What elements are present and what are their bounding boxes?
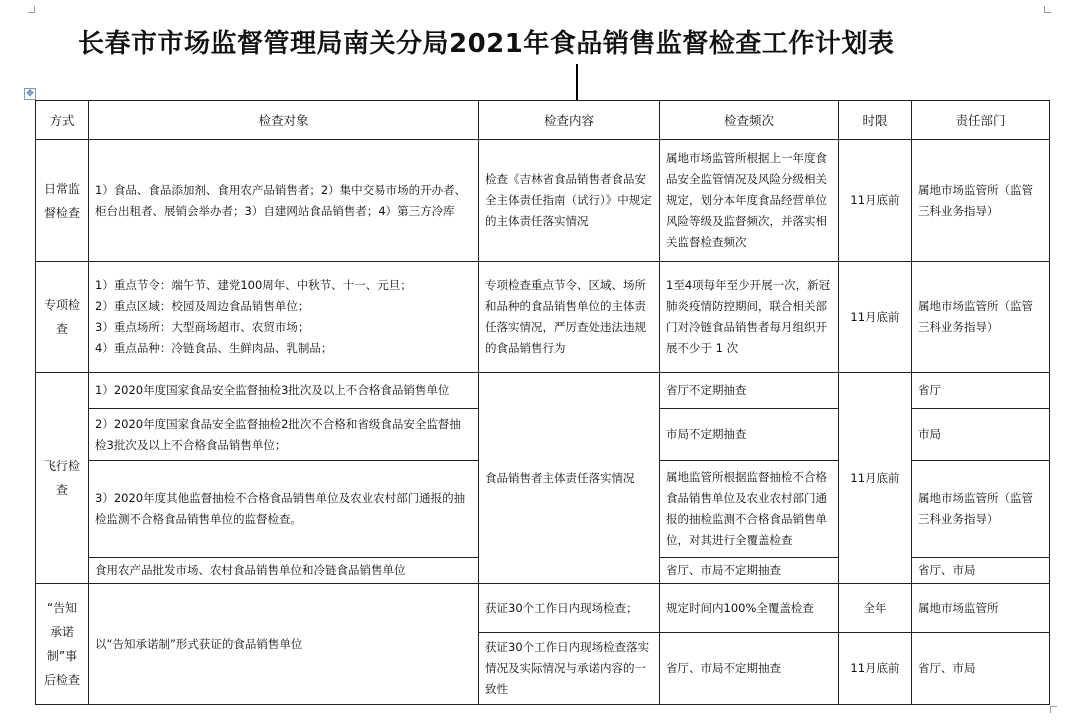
- table-row-special: [36, 262, 1050, 373]
- table-header-row: [36, 101, 1050, 140]
- object-line: 3）重点场所：大型商场超市、农贸市场；: [95, 320, 310, 334]
- frequency-cell: 省厅、市局不定期抽查: [660, 633, 839, 705]
- text-cursor: [576, 64, 578, 100]
- frequency-cell: 属地市场监管所根据上一年度食品安全监管情况及风险分级相关规定，划分本年度食品经营单位风险等级及监督频次，并落实相关监督检查频次: [660, 140, 839, 262]
- method-cell: 飞行检查: [36, 373, 89, 584]
- header-object: 检查对象: [89, 101, 479, 140]
- department-cell: 省厅、市局: [912, 558, 1050, 584]
- content-cell: 获证30个工作日内现场检查落实情况及实际情况与承诺内容的一致性: [479, 633, 660, 705]
- object-cell: 3）2020年度其他监督抽检不合格食品销售单位及农业农村部门通报的抽检监测不合格食品销售单位的监督检查。: [89, 461, 479, 558]
- deadline-cell: 全年: [839, 584, 912, 633]
- header-frequency: 检查频次: [660, 101, 839, 140]
- content-cell: 获证30个工作日内现场检查；: [479, 584, 660, 633]
- department-cell: 省厅、市局: [912, 633, 1050, 705]
- content-cell: 专项检查重点节令、区域、场所和品种的食品销售单位的主体责任落实情况，严厉查处违法违规的食品销售行为: [479, 262, 660, 373]
- object-cell: 食用农产品批发市场、农村食品销售单位和冷链食品销售单位: [89, 558, 479, 584]
- deadline-cell: 11月底前: [839, 262, 912, 373]
- method-cell: 日常监督检查: [36, 140, 89, 262]
- deadline-cell: 11月底前: [839, 633, 912, 705]
- frequency-cell: 市局不定期抽查: [660, 409, 839, 461]
- page-corner-top-left: [28, 6, 35, 13]
- table-row-flight: [36, 373, 1050, 409]
- table-row-daily: [36, 140, 1050, 262]
- object-line: 2）重点区域：校园及周边食品销售单位；: [95, 299, 310, 313]
- header-department: 责任部门: [912, 101, 1050, 140]
- frequency-cell: 省厅不定期抽查: [660, 373, 839, 409]
- page-corner-bottom-right: [1050, 706, 1057, 713]
- frequency-cell: 属地监管所根据监督抽检不合格食品销售单位及农业农村部门通报的抽检监测不合格食品销售单位，对其进行全覆盖检查: [660, 461, 839, 558]
- deadline-cell: 11月底前: [839, 373, 912, 584]
- department-cell: 省厅: [912, 373, 1050, 409]
- deadline-cell: 11月底前: [839, 140, 912, 262]
- object-line: 1）重点节令：端午节、建党100周年、中秋节、十一、元旦；: [95, 278, 412, 292]
- frequency-cell: 省厅、市局不定期抽查: [660, 558, 839, 584]
- frequency-cell: 1至4项每年至少开展一次，新冠肺炎疫情防控期间，联合相关部门对冷链食品销售者每月组织开展不少于 1 次: [660, 262, 839, 373]
- page-title: 长春市市场监督管理局南关分局2021年食品销售监督检查工作计划表: [78, 29, 895, 59]
- department-cell: 属地市场监管所（监管三科业务指导）: [912, 140, 1050, 262]
- department-cell: 属地市场监管所（监管三科业务指导）: [912, 262, 1050, 373]
- object-cell: 1）2020年度国家食品安全监督抽检3批次及以上不合格食品销售单位: [89, 373, 479, 409]
- object-cell: 2）2020年度国家食品安全监督抽检2批次不合格和省级食品安全监督抽检3批次及以上不合格食品销售单位；: [89, 409, 479, 461]
- method-cell: 专项检查: [36, 262, 89, 373]
- object-cell: 1）食品、食品添加剂、食用农产品销售者；2）集中交易市场的开办者、柜台出租者、展销会举办者；3）自建网站食品销售者；4）第三方冷库: [89, 140, 479, 262]
- content-cell: 检查《吉林省食品销售者食品安全主体责任指南（试行）》中规定的主体责任落实情况: [479, 140, 660, 262]
- object-cell: 以“告知承诺制”形式获证的食品销售单位: [89, 584, 479, 705]
- department-cell: 属地市场监管所（监管三科业务指导）: [912, 461, 1050, 558]
- department-cell: 市局: [912, 409, 1050, 461]
- department-cell: 属地市场监管所: [912, 584, 1050, 633]
- content-cell: 食品销售者主体责任落实情况: [479, 373, 660, 584]
- table-move-handle-icon[interactable]: ✥: [24, 88, 36, 100]
- method-cell: “告知承诺制”事后检查: [36, 584, 89, 705]
- page-corner-top-right: [1044, 6, 1051, 13]
- table-row-notice: [36, 584, 1050, 633]
- object-cell: [89, 262, 479, 373]
- object-line: 4）重点品种：冷链食品、生鲜肉品、乳制品；: [95, 341, 333, 355]
- inspection-plan-table: [35, 100, 1050, 705]
- frequency-cell: 规定时间内100%全覆盖检查: [660, 584, 839, 633]
- header-content: 检查内容: [479, 101, 660, 140]
- header-method: 方式: [36, 101, 89, 140]
- header-deadline: 时限: [839, 101, 912, 140]
